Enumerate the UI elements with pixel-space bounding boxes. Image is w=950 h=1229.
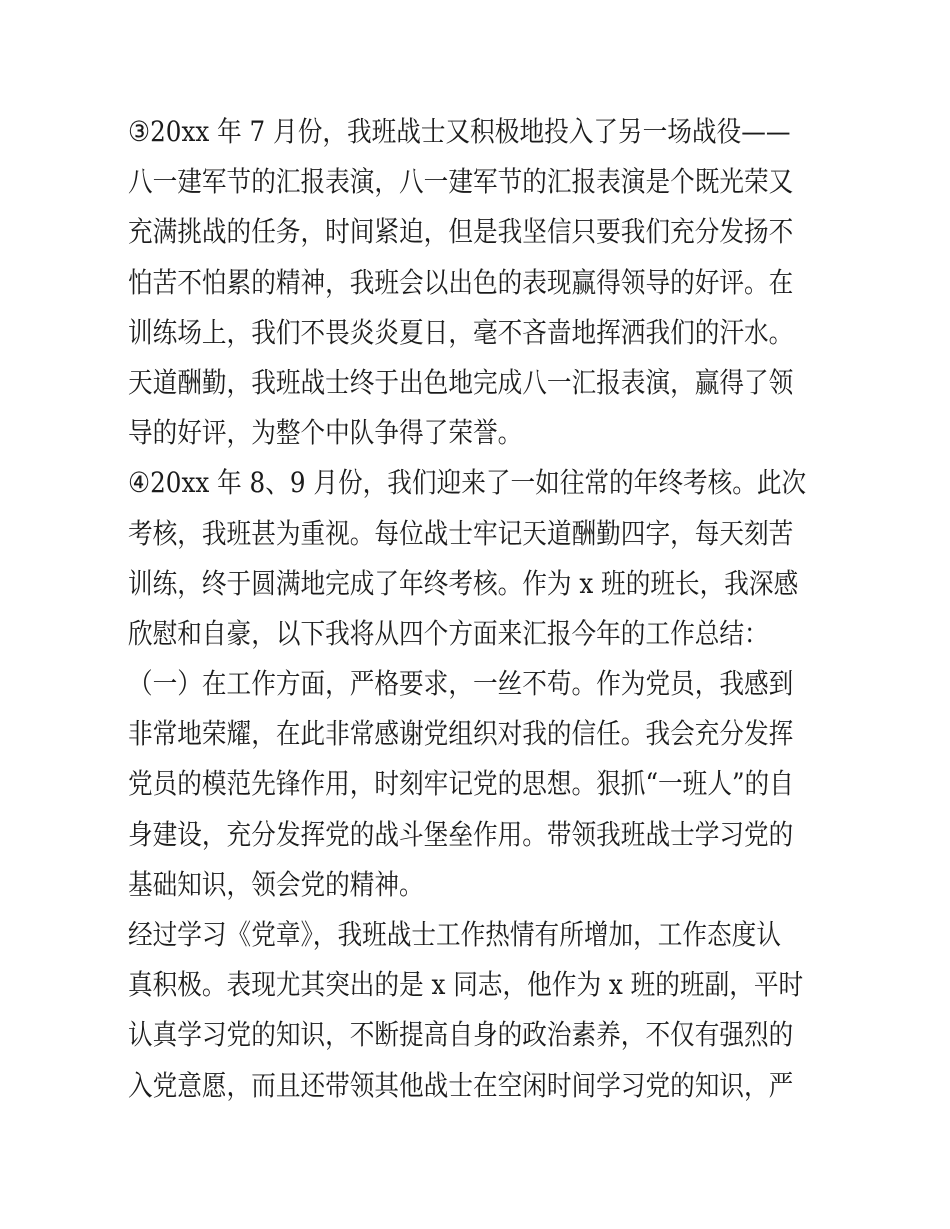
text-line: 训练，终于圆满地完成了年终考核。作为 x 班的班长，我深感 xyxy=(128,566,799,600)
text-line: 考核，我班甚为重视。每位战士牢记天道酬勤四字，每天刻苦 xyxy=(128,516,794,550)
text-line: 基础知识，领会党的精神。 xyxy=(128,867,424,901)
text-line: ④20xx 年 8、9 月份，我们迎来了一如往常的年终考核。此次 xyxy=(128,466,807,500)
paragraph-work-aspect xyxy=(128,659,888,910)
paragraph-july-battle xyxy=(128,107,888,458)
text-line: 经过学习《党章》，我班战士工作热情有所增加，工作态度认 xyxy=(128,918,781,951)
document-text-block xyxy=(128,107,888,1111)
text-line: 身建设，充分发挥党的战斗堡垒作用。带领我班战士学习党的 xyxy=(128,817,794,851)
text-line: 党员的模范先锋作用，时刻牢记党的思想。狠抓“一班人”的自 xyxy=(128,767,794,801)
text-line: 入党意愿，而且还带领其他战士在空闲时间学习党的知识，严 xyxy=(128,1068,794,1102)
text-line: 欣慰和自豪，以下我将从四个方面来汇报今年的工作总结： xyxy=(128,616,769,650)
text-line: 真积极。表现尤其突出的是 x 同志，他作为 x 班的班副，平时 xyxy=(128,968,804,1002)
text-line: （一）在工作方面，严格要求，一丝不苟。作为党员，我感到 xyxy=(128,667,794,701)
text-line: 怕苦不怕累的精神，我班会以出色的表现赢得领导的好评。在 xyxy=(128,265,794,299)
paragraph-party-constitution-study xyxy=(128,910,888,1111)
paragraph-annual-assessment xyxy=(128,458,888,659)
text-line: 充满挑战的任务，时间紧迫，但是我坚信只要我们充分发扬不 xyxy=(128,215,794,249)
text-line: 八一建军节的汇报表演，八一建军节的汇报表演是个既光荣又 xyxy=(128,165,794,199)
text-line: 天道酬勤，我班战士终于出色地完成八一汇报表演，赢得了领 xyxy=(128,365,794,399)
text-line: 认真学习党的知识，不断提高自身的政治素养，不仅有强烈的 xyxy=(128,1018,794,1052)
text-line: 非常地荣耀，在此非常感谢党组织对我的信任。我会充分发挥 xyxy=(128,717,794,751)
text-line: 导的好评，为整个中队争得了荣誉。 xyxy=(128,416,523,450)
text-line: 训练场上，我们不畏炎炎夏日，毫不吝啬地挥洒我们的汗水。 xyxy=(128,315,794,349)
text-line: ③20xx 年 7 月份，我班战士又积极地投入了另一场战役—— xyxy=(128,115,791,148)
